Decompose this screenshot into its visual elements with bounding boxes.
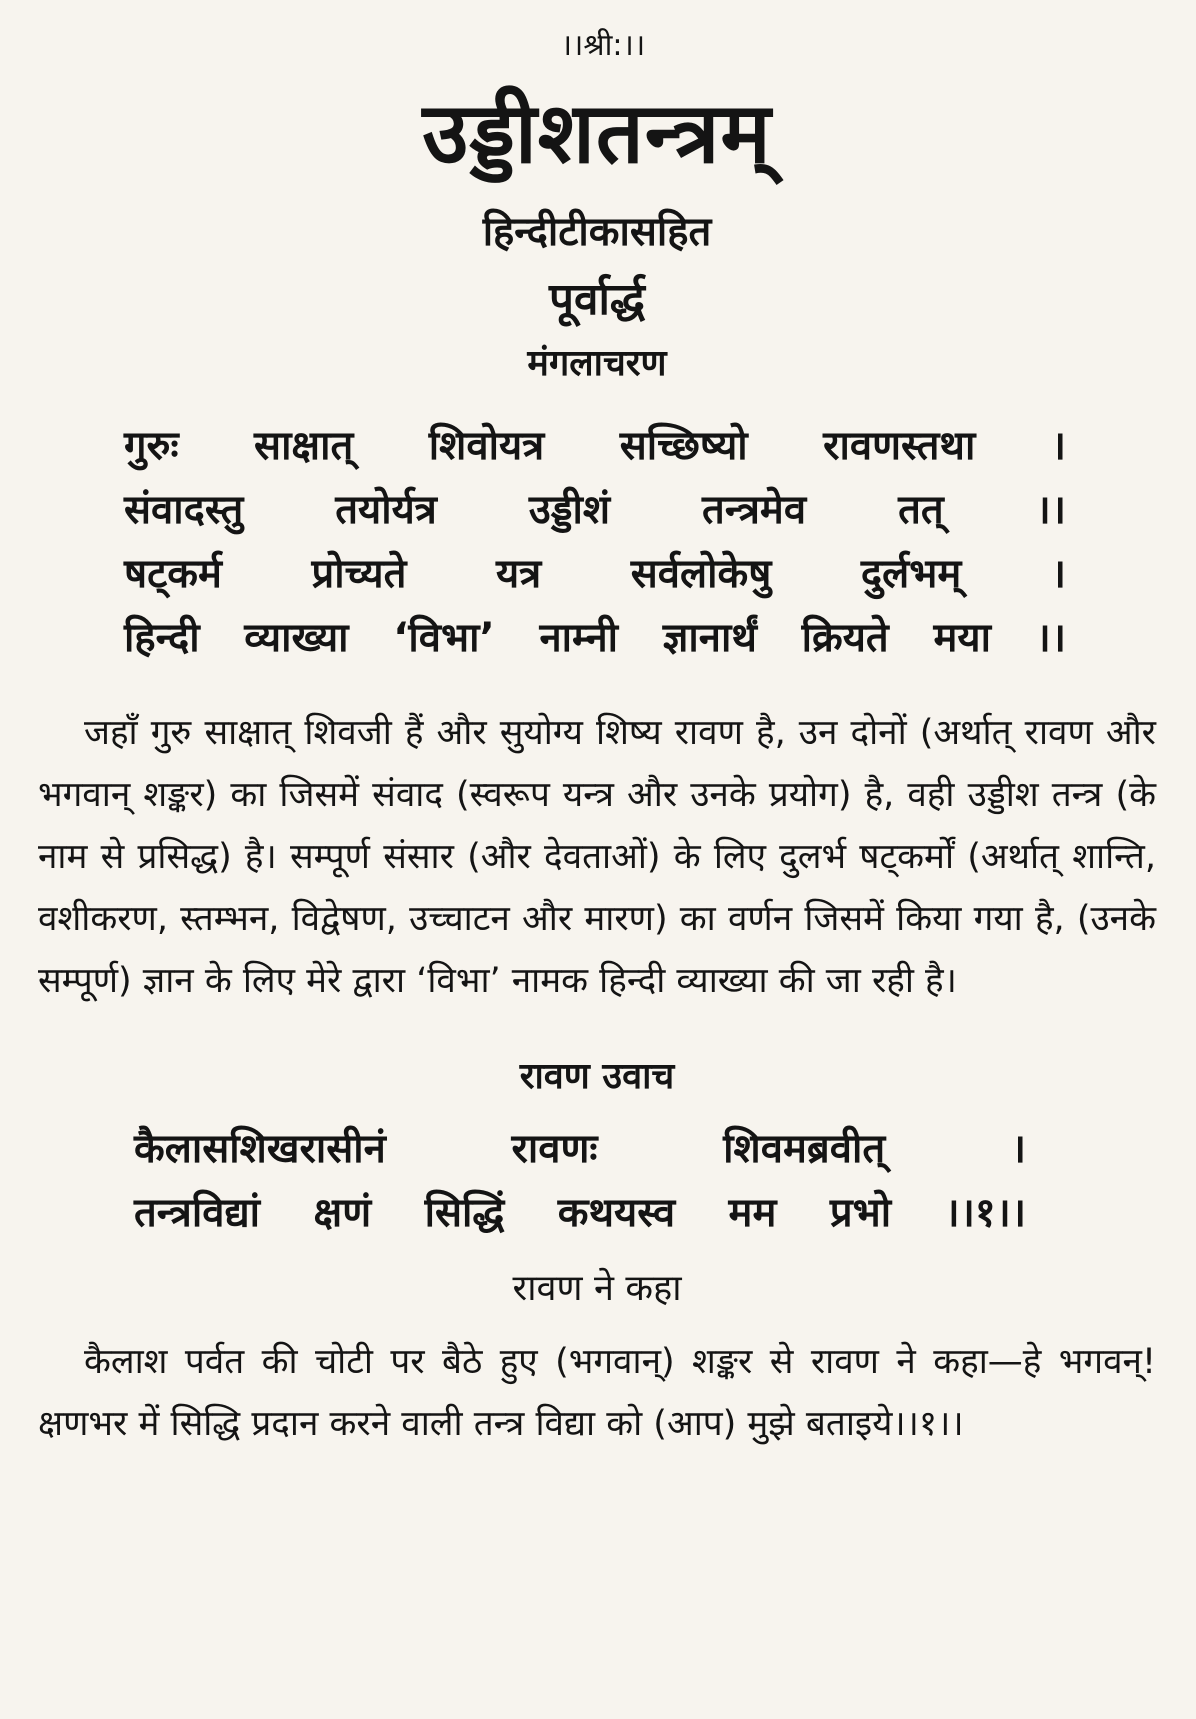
verse-line: कैलासशिखरासीनं रावणः शिवमब्रवीत् । [134,1126,1026,1172]
verse-line: गुरुः साक्षात् शिवोयत्र सच्छिष्यो रावणस्तथा । [124,423,1066,469]
invocation: ।।श्री:।। [560,28,646,63]
speaker-heading: रावण उवाच [519,1056,675,1097]
subtitle: हिन्दीटीकासहित [482,209,712,255]
opening-commentary: जहाँ गुरु साक्षात् शिवजी हैं और सुयोग्य शिष्य रावण है, उन दोनों (अर्थात् रावण और भगवान् शङ्कर) का जिसमें संवाद (स्वरूप यन्त्र और उनके प्रयोग) है, वही उड्डीश तन्त्र (के नाम से प्रसिद्ध) है। सम्पूर्ण संसार (और देवताओं) के लिए दुलर्भ षट्कर्मों (अर्थात् शान्ति, वशीकरण, स्तम्भन, विद्वेषण, उच्चाटन और मारण) का वर्णन जिसमें किया गया है, (उनके सम्पूर्ण) ज्ञान के लिए मेरे द्वारा ‘विभा’ नामक हिन्दी व्याख्या की जा रही है। [38,713,1156,1001]
verse-line: संवादस्तु तयोर्यत्र उड्डीशं तन्त्रमेव तत् ।। [124,487,1066,533]
section-heading: मंगलाचरण [527,343,667,384]
verse-line: तन्त्रविद्यां क्षणं सिद्धिं कथयस्व मम प्रभो ।।१।। [134,1190,1026,1236]
verse-line: षट्कर्म प्रोच्यते यत्र सर्वलोकेषु दुर्लभम् । [124,551,1066,597]
verse-1-translation: कैलाश पर्वत की चोटी पर बैठे हुए (भगवान्) शङ्कर से रावण ने कहा—हे भगवन्! क्षणभर में सिद्धि प्रदान करने वाली तन्त्र विद्या को (आप) मुझे बताइये।।१।। [38,1342,1156,1444]
page-title: उड्डीशतन्त्रम् [422,84,772,182]
verse-line: हिन्दी व्याख्या ‘विभा’ नाम्नी ज्ञानार्थं क्रियते मया ।। [124,615,1066,661]
verse-1 [38,1117,1156,1245]
part-heading: पूर्वार्द्ध [548,274,645,325]
translation-heading: रावण ने कहा [512,1268,682,1309]
opening-verse [38,414,1156,670]
